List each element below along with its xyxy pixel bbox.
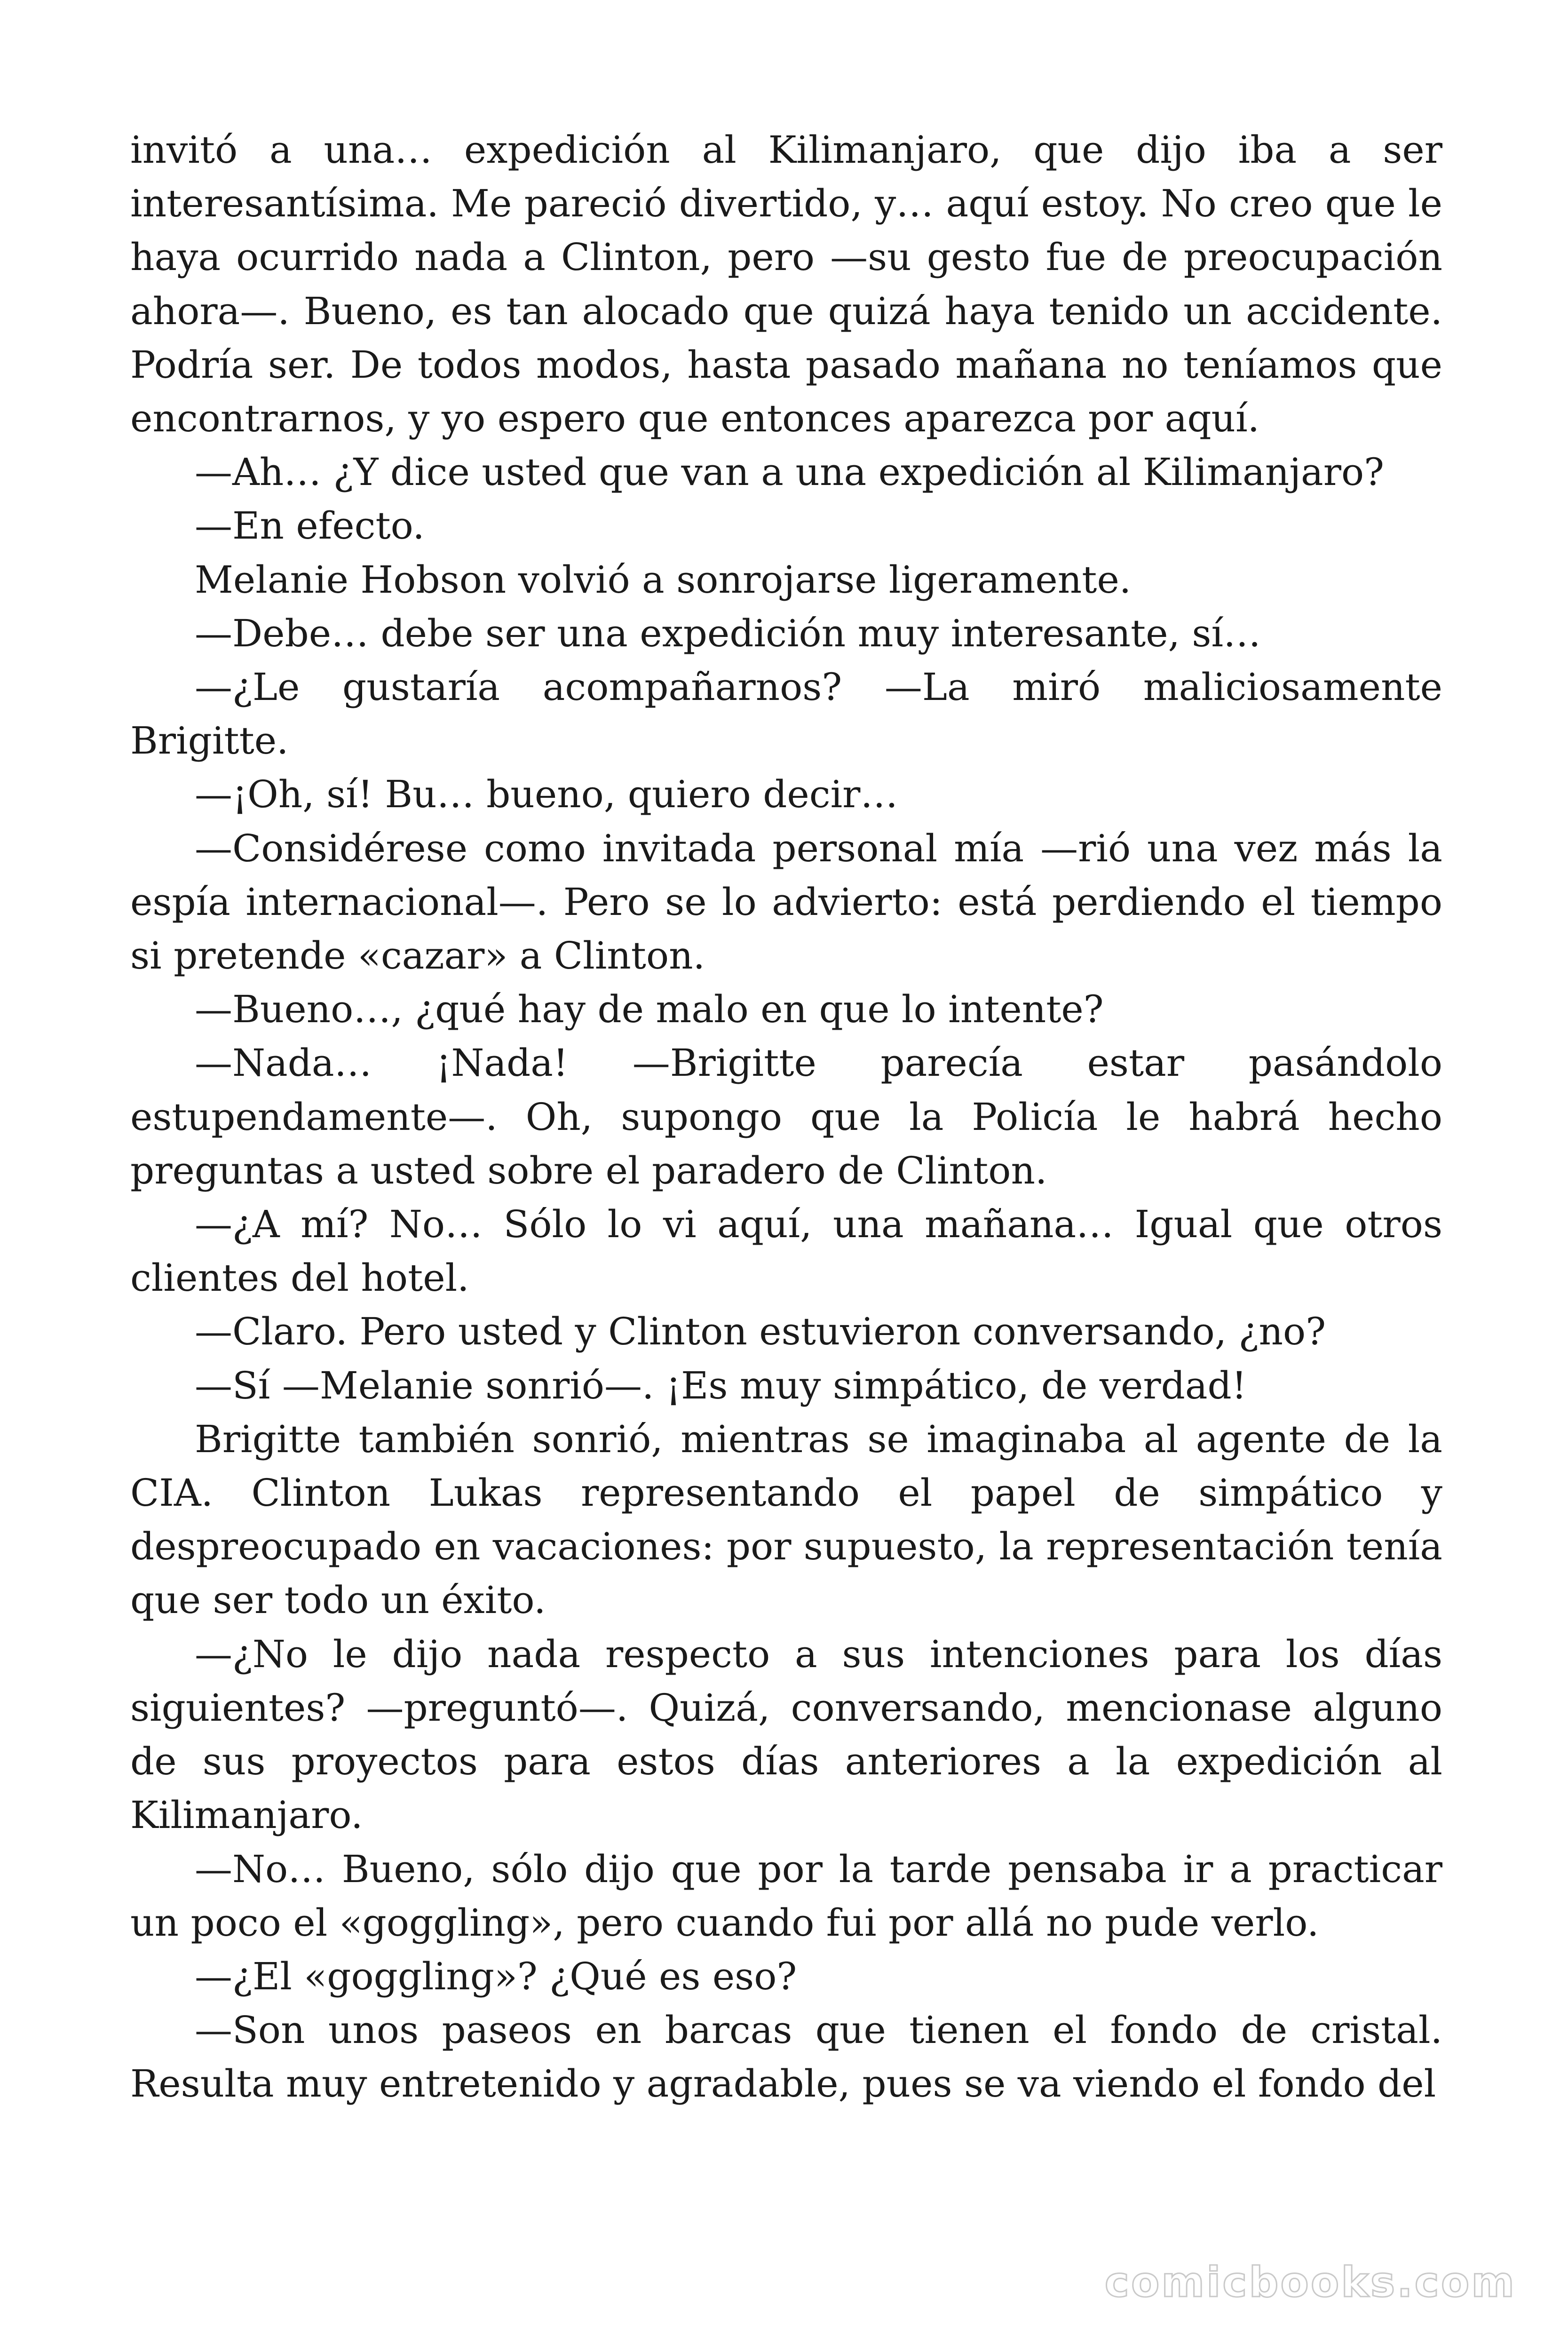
paragraph: —En efecto. (195, 504, 425, 548)
paragraph: —¿No le dijo nada respecto a sus intenciones para los días siguientes? —preguntó—. Quizá, conversando, mencionase alguno de sus proyectos para estos días anteriores a la expedición al Kilimanjaro. (130, 1632, 1442, 1837)
paragraph: —Considérese como invitada personal mía —rió una vez más la espía internacional—. Pero se lo advierto: está perdiendo el tiempo si pretende «cazar» a Clinton. (130, 826, 1442, 978)
page-body-text (130, 123, 1442, 2111)
paragraph: —No… Bueno, sólo dijo que por la tarde pensaba ir a practicar un poco el «goggling», pero cuando fui por allá no pude verlo. (130, 1847, 1442, 1945)
paragraph: —¿El «goggling»? ¿Qué es eso? (195, 1954, 797, 1998)
paragraph: —Bueno…, ¿qué hay de malo en que lo intente? (195, 987, 1104, 1032)
paragraph: Brigitte también sonrió, mientras se imaginaba al agente de la CIA. Clinton Lukas representando el papel de simpático y despreocupado en vacaciones: por supuesto, la representación tenía que ser todo un éxito. (130, 1417, 1442, 1622)
paragraph: —Son unos paseos en barcas que tienen el fondo de cristal. Resulta muy entretenido y agradable, pues se va viendo el fondo del (130, 2008, 1442, 2106)
paragraph: —Ah… ¿Y dice usted que van a una expedición al Kilimanjaro? (195, 450, 1385, 494)
paragraph: —Sí —Melanie sonrió—. ¡Es muy simpático, de verdad! (195, 1363, 1247, 1407)
paragraph: —Nada… ¡Nada! —Brigitte parecía estar pasándolo estupendamente—. Oh, supongo que la Policía le habrá hecho preguntas a usted sobre el paradero de Clinton. (130, 1041, 1442, 1192)
paragraph: invitó a una… expedición al Kilimanjaro, que dijo iba a ser interesantísima. Me pareció divertido, y… aquí estoy. No creo que le haya ocurrido nada a Clinton, pero —su gesto fue de preocupación ahora—. Bueno, es tan alocado que quizá haya tenido un accidente. Podría ser. De todos modos, hasta pasado mañana no teníamos que encontrarnos, y yo espero que entonces aparezca por aquí. (130, 128, 1442, 441)
paragraph: —¿A mí? No… Sólo lo vi aquí, una mañana… Igual que otros clientes del hotel. (130, 1202, 1442, 1300)
paragraph: —¿Le gustaría acompañarnos? —La miró maliciosamente Brigitte. (130, 665, 1442, 763)
paragraph: —Debe… debe ser una expedición muy interesante, sí… (195, 611, 1261, 655)
paragraph: —Claro. Pero usted y Clinton estuvieron conversando, ¿no? (195, 1310, 1326, 1354)
paragraph: Melanie Hobson volvió a sonrojarse ligeramente. (195, 557, 1132, 602)
watermark: comicbooks.com (1104, 2258, 1516, 2306)
paragraph: —¡Oh, sí! Bu… bueno, quiero decir… (195, 772, 898, 817)
